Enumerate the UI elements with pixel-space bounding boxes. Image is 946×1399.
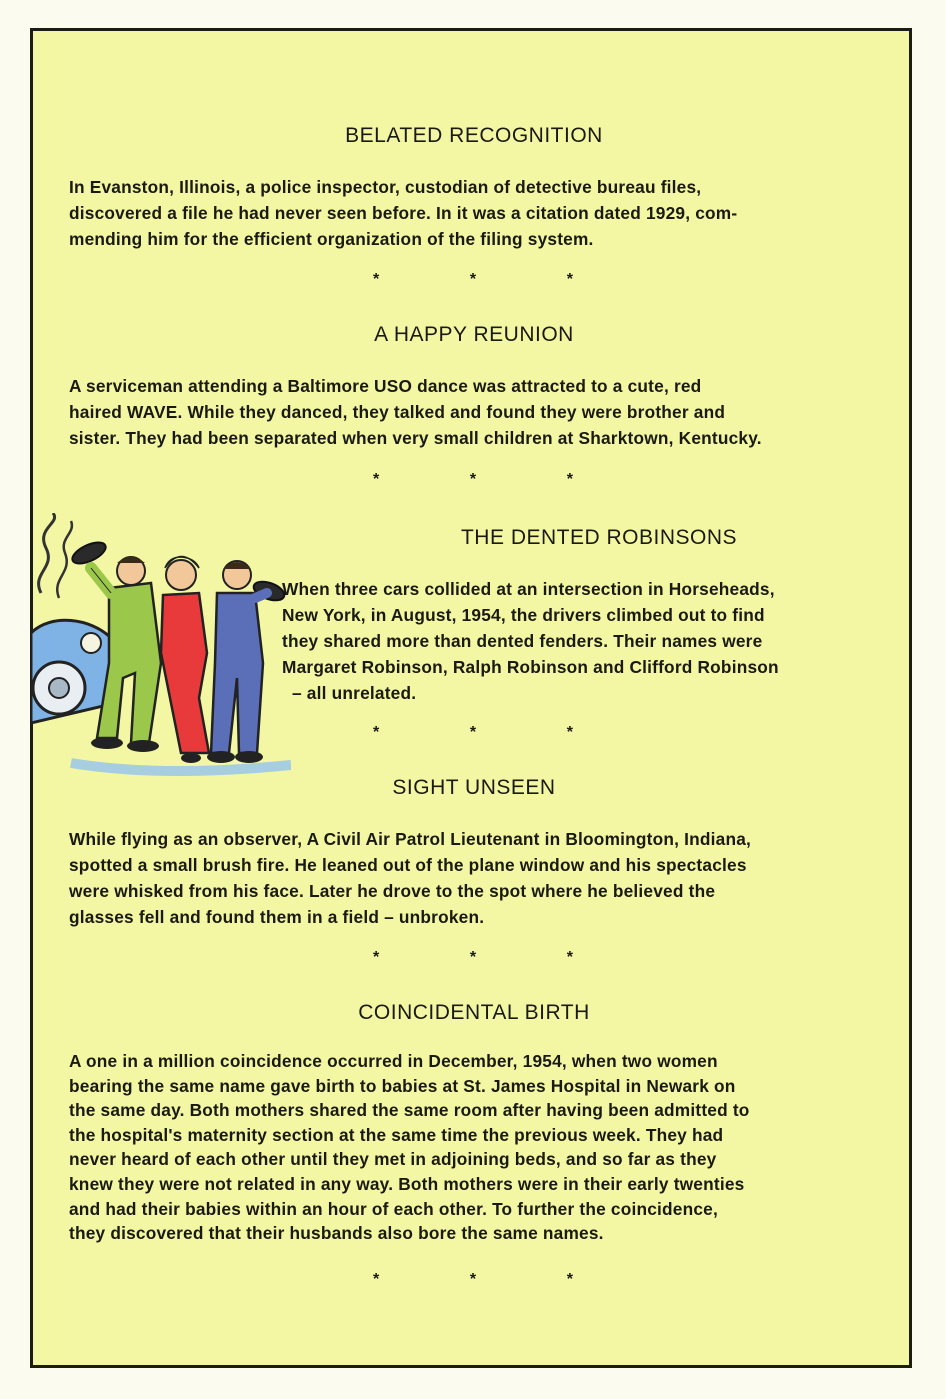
text-line: sister. They had been separated when very small children at Sharktown, Kentucky. <box>69 428 762 448</box>
star: * <box>469 471 477 488</box>
text-line: A one in a million coincidence occurred in December, 1954, when two women <box>69 1051 718 1071</box>
separator-stars <box>373 949 573 969</box>
text-line: When three cars collided at an intersection in Horseheads, <box>282 579 775 599</box>
story-title-sight-unseen: SIGHT UNSEEN <box>392 776 556 799</box>
separator-stars <box>373 1271 573 1291</box>
star: * <box>469 949 477 966</box>
text-line: discovered a file he had never seen before. In it was a citation dated 1929, com- <box>69 203 738 223</box>
text-line: Margaret Robinson, Ralph Robinson and Clifford Robinson <box>282 657 779 677</box>
star: * <box>373 1271 380 1288</box>
text-line: knew they were not related in any way. Both mothers were in their early twenties <box>69 1173 745 1194</box>
star: * <box>566 1271 573 1288</box>
star: * <box>373 271 380 288</box>
text-line: the hospital's maternity section at the same time the previous week. They had <box>69 1124 724 1145</box>
comic-text-page <box>30 28 912 1368</box>
text-line: haired WAVE. While they danced, they talked and found they were brother and <box>69 402 726 422</box>
story-body-coincidental-birth <box>69 1049 877 1246</box>
separator-stars <box>373 471 573 491</box>
story-title-happy-reunion: A HAPPY REUNION <box>374 323 574 346</box>
text-line: A serviceman attending a Baltimore USO dance was attracted to a cute, red <box>69 376 702 396</box>
text-line: they shared more than dented fenders. Their names were <box>282 631 763 651</box>
text-line: bearing the same name gave birth to babies at St. James Hospital in Newark on <box>69 1075 736 1096</box>
story-body-happy-reunion <box>69 373 877 451</box>
text-line: were whisked from his face. Later he drove to the spot where he believed the <box>69 881 716 901</box>
smoke-puff <box>57 521 72 598</box>
star: * <box>469 271 477 288</box>
separator-stars <box>373 271 573 291</box>
star: * <box>566 949 573 966</box>
story-title-coincidental-birth: COINCIDENTAL BIRTH <box>358 1001 590 1024</box>
story-title-belated-recognition: BELATED RECOGNITION <box>345 124 603 147</box>
story-title-dented-robinsons: THE DENTED ROBINSONS <box>460 526 738 549</box>
star: * <box>469 1271 477 1288</box>
star: * <box>566 271 573 288</box>
text-line: the same day. Both mothers shared the same room after having been admitted to <box>69 1100 750 1121</box>
text-line: New York, in August, 1954, the drivers climbed out to find <box>282 605 765 625</box>
text-line: mending him for the efficient organization of the filing system. <box>69 229 594 249</box>
text-line: While flying as an observer, A Civil Air Patrol Lieutenant in Bloomington, Indiana, <box>69 829 752 849</box>
star: * <box>469 724 477 741</box>
separator-stars <box>373 724 573 744</box>
story-body-belated-recognition <box>69 174 877 252</box>
star: * <box>373 949 380 966</box>
text-line: – all unrelated. <box>292 683 417 703</box>
three-robinsons-illustration <box>31 513 291 783</box>
woman-red-dress <box>161 557 209 764</box>
text-line: glasses fell and found them in a field – unbroken. <box>69 907 485 927</box>
text-line: never heard of each other until they met in adjoining beds, and so far as they <box>69 1149 717 1170</box>
man-blue-suit <box>207 561 287 763</box>
star: * <box>373 724 380 741</box>
star: * <box>566 471 573 488</box>
text-line: In Evanston, Illinois, a police inspector, custodian of detective bureau files, <box>69 177 702 197</box>
text-line: spotted a small brush fire. He leaned out of the plane window and his spectacles <box>69 855 747 875</box>
story-body-sight-unseen <box>69 826 877 930</box>
ground-shadow <box>71 763 291 771</box>
story-body-dented-robinsons <box>282 576 877 706</box>
star: * <box>373 471 380 488</box>
star: * <box>566 724 573 741</box>
text-line: they discovered that their husbands also bore the same names. <box>69 1223 604 1244</box>
text-line: and had their babies within an hour of each other. To further the coincidence, <box>69 1198 718 1219</box>
smoke-puff <box>39 513 55 593</box>
